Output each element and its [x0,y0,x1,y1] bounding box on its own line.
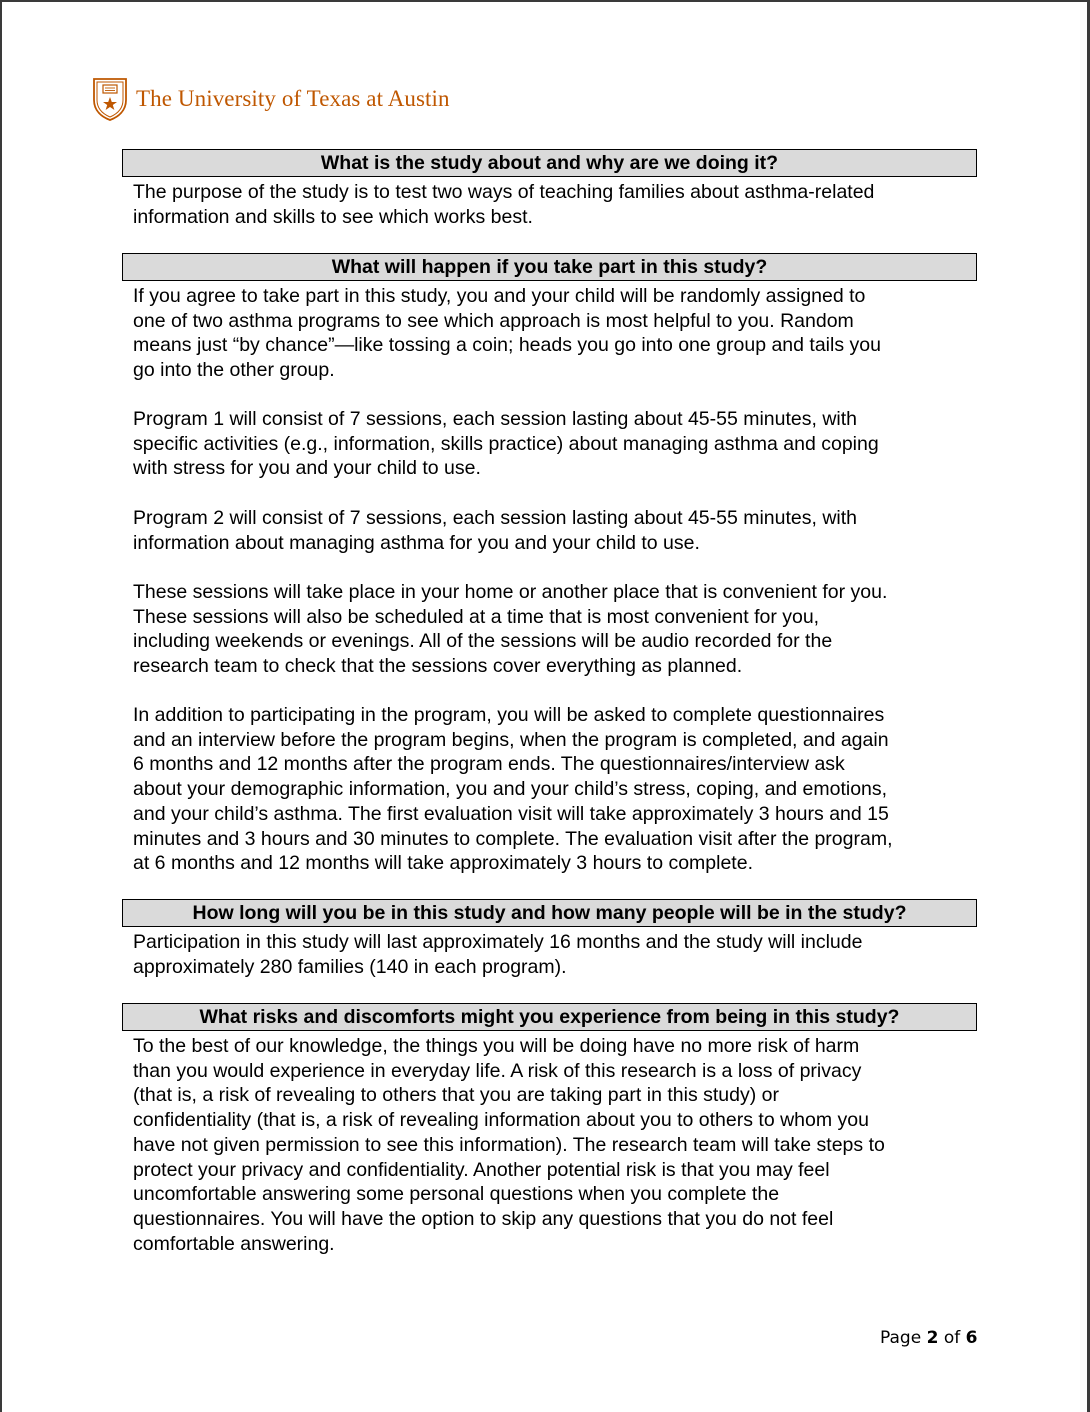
text-line: and an interview before the program begins, when the program is completed, and again [133,728,889,751]
text-line: uncomfortable answering some personal questions when you complete the [133,1183,780,1206]
paragraph-evaluations [133,703,973,876]
paragraph-program-2 [133,506,973,555]
page-label: Page [880,1328,922,1348]
text-line: with stress for you and your child to use. [133,457,481,480]
page-total: 6 [965,1328,978,1348]
page-current: 2 [926,1328,939,1348]
text-line: These sessions will also be scheduled at a time that is most convenient for you, [133,605,820,628]
text-line: confidentiality (that is, a risk of revealing information about you to others to whom you [133,1109,869,1132]
page-number [880,1328,977,1348]
text-line: In addition to participating in the program, you will be asked to complete questionnaires [133,704,885,726]
text-line: comfortable answering. [133,1232,335,1255]
paragraph-session-logistics [133,580,973,679]
text-line: 6 months and 12 months after the program ends. The questionnaires/interview ask [133,753,845,776]
text-line: (that is, a risk of revealing to others that you are taking part in this study) or [133,1084,779,1107]
paragraph-random-assignment [133,284,973,383]
paragraph-duration [133,930,973,979]
text-line: go into the other group. [133,359,335,382]
text-line: Participation in this study will last approximately 16 months and the study will include [133,931,863,953]
text-line: research team to check that the sessions cover everything as planned. [133,655,743,678]
text-line: protect your privacy and confidentiality. Another potential risk is that you may feel [133,1158,830,1181]
text-line: The purpose of the study is to test two ways of teaching families about asthma-related [133,181,875,203]
text-line: one of two asthma programs to see which approach is most helpful to you. Random [133,309,854,332]
text-line: than you would experience in everyday life. A risk of this research is a loss of privacy [133,1059,862,1082]
paragraph-program-1 [133,407,973,481]
text-line: information and skills to see which works best. [133,205,533,228]
text-line: at 6 months and 12 months will take approximately 3 hours to complete. [133,852,753,875]
text-line: These sessions will take place in your home or another place that is convenient for you. [133,581,888,603]
text-line: If you agree to take part in this study, you and your child will be randomly assigned to [133,285,866,307]
paragraph-risks [133,1034,973,1256]
paragraph-study-purpose [133,180,973,229]
shield-icon [92,76,128,122]
university-logo [92,76,450,122]
text-line: means just “by chance”—like tossing a coin; heads you go into one group and tails you [133,334,881,357]
text-line: Program 1 will consist of 7 sessions, each session lasting about 45-55 minutes, with [133,408,858,430]
section-heading-risks: What risks and discomforts might you experience from being in this study? [122,1003,977,1031]
window-frame-left [0,0,2,1412]
text-line: about your demographic information, you and your child’s stress, coping, and emotions, [133,778,888,801]
text-line: minutes and 3 hours and 30 minutes to complete. The evaluation visit after the program, [133,827,893,850]
section-heading-study-purpose: What is the study about and why are we doing it? [122,149,977,177]
university-name: The University of Texas at Austin [136,86,450,111]
window-frame-top [0,0,1090,2]
text-line: including weekends or evenings. All of the sessions will be audio recorded for the [133,630,833,653]
text-line: and your child’s asthma. The first evaluation visit will take approximately 3 hours and 15 [133,802,889,825]
text-line: have not given permission to see this information). The research team will take steps to [133,1133,885,1156]
section-heading-duration: How long will you be in this study and how many people will be in the study? [122,899,977,927]
of-label: of [943,1328,961,1348]
text-line: specific activities (e.g., information, skills practice) about managing asthma and coping [133,432,879,455]
text-line: Program 2 will consist of 7 sessions, each session lasting about 45-55 minutes, with [133,507,858,529]
text-line: To the best of our knowledge, the things you will be doing have no more risk of harm [133,1035,860,1057]
text-line: approximately 280 families (140 in each program). [133,955,567,978]
section-heading-what-will-happen: What will happen if you take part in this study? [122,253,977,281]
text-line: information about managing asthma for you and your child to use. [133,531,700,554]
text-line: questionnaires. You will have the option to skip any questions that you do not feel [133,1207,834,1230]
